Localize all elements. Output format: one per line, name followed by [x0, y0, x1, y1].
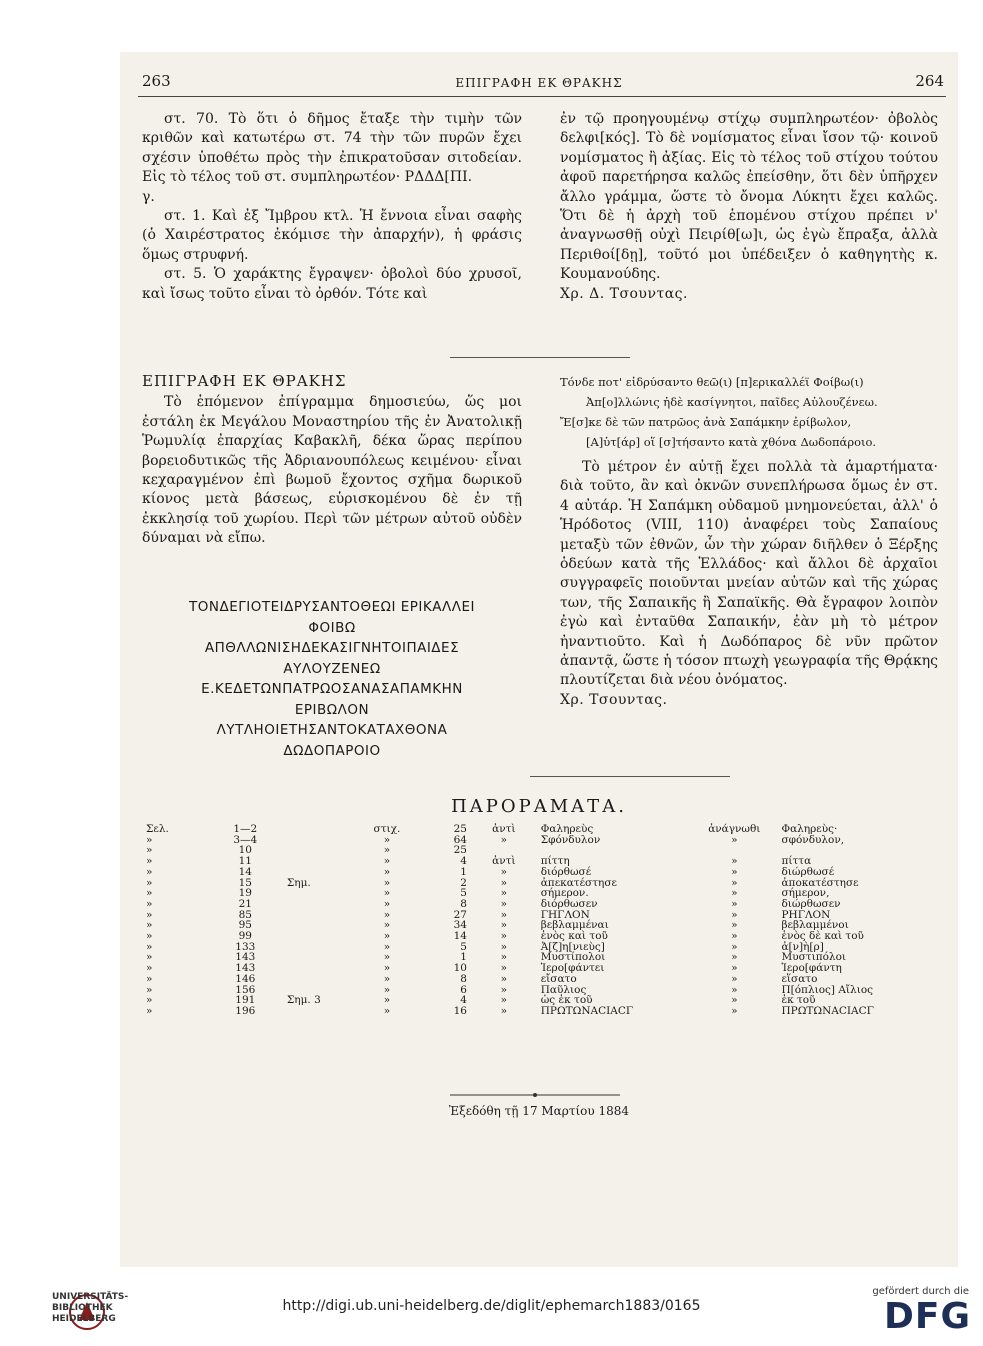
errata-cell: Μυστίπολοι — [540, 951, 606, 964]
errata-cell: » — [383, 876, 391, 889]
inscription-line: ΤΟΝΔΕΓΙΟΤΕΙΔΡΥΣΑΝΤΟΘΕΩΙ ΕΡΙΚΑΛΛΕΙ — [189, 599, 475, 615]
errata-cell: » — [383, 962, 391, 975]
errata-cell: » — [731, 833, 738, 846]
errata-title: ΠΑΡΟΡΑΜΑΤΑ. — [451, 796, 627, 817]
errata-cell: βεβλαμμέναι — [540, 919, 609, 932]
errata-cell: 16 — [453, 1004, 467, 1017]
errata-cell: » — [383, 833, 391, 846]
errata-cell: εἵσατο — [781, 972, 818, 985]
errata-cell: » — [731, 865, 738, 878]
dfg-caption: gefördert durch die — [872, 1286, 969, 1297]
errata-cell: ΓΗΓΛΟΝ — [540, 908, 590, 921]
book-page — [120, 52, 958, 1267]
errata-row — [142, 845, 932, 856]
errata-cell: 34 — [453, 919, 467, 932]
errata-cell: » — [146, 833, 153, 846]
errata-cell: ἀπεκατέστησε — [540, 876, 617, 889]
uni-line-2: BIBLIOTHEK — [52, 1303, 113, 1313]
errata-cell: 8 — [460, 972, 467, 985]
errata-cell: ἀντὶ — [492, 823, 516, 835]
transcription-line: Τόνδε ποτ' εἰδρύσαντο θεῶ(ι) [π]ερικαλλέϊ Φοίβω(ι) — [560, 375, 864, 389]
errata-cell: σφόνδυλον, — [781, 833, 845, 846]
inscription-line: ΕΡΙΒΩΛΟΝ — [294, 701, 370, 718]
errata-cell: » — [383, 940, 391, 953]
errata-cell: Μυστιπόλοι — [781, 951, 847, 964]
errata-cell: 15 — [238, 876, 252, 889]
errata-cell — [283, 835, 349, 846]
errata-cell: 27 — [453, 908, 467, 921]
errata-cell: 25 — [453, 844, 467, 857]
errata-cell: 14 — [238, 865, 252, 878]
errata-cell: 95 — [238, 919, 252, 932]
errata-cell — [283, 931, 349, 942]
errata-cell: » — [500, 865, 508, 878]
errata-cell: » — [731, 962, 738, 975]
errata-row — [142, 1006, 932, 1017]
errata-cell: εἴσατο — [540, 972, 577, 985]
errata-cell: Ἀ[ζ]η[νιεὺς] — [540, 940, 605, 953]
ornament-rule — [450, 1092, 620, 1098]
errata-cell: 191 — [235, 994, 256, 1007]
errata-cell: Σημ. — [286, 876, 311, 889]
errata-cell: » — [383, 855, 391, 868]
errata-cell: ἐκ τοῦ — [781, 994, 816, 1007]
header-rule — [138, 96, 946, 97]
inscription-line: ΑΠΘΛΛΩΝΙΣΗΔΕΚΑΣΙΓΝΗΤΟΙΠΑΙΔΕΣ — [204, 640, 460, 656]
errata-cell: » — [500, 951, 508, 964]
errata-cell: » — [500, 994, 508, 1007]
errata-cell: » — [731, 897, 738, 910]
errata-cell: » — [383, 897, 391, 910]
errata-cell: » — [500, 919, 508, 932]
section-divider — [450, 357, 630, 358]
errata-cell: 196 — [235, 1004, 256, 1017]
errata-cell: 85 — [238, 908, 252, 921]
errata-cell: 8 — [460, 897, 467, 910]
inscription-line: ΔΩΔΟΠΑΡΟΙΟ — [283, 742, 381, 759]
section-gamma: γ. — [142, 188, 155, 205]
errata-cell: διόρθωσεν — [540, 897, 598, 910]
errata-cell — [283, 952, 349, 963]
paragraph-metre: Τὸ μέτρον ἐν αὐτῇ ἔχει πολλὰ τὰ ἁμαρτήματα· διὰ τοῦτο, ἂν καὶ ὀκνῶν συνεπλήρωσα ὅμως ἐν στ. 4 αὐτάρ. Ἡ Σαπάμκη οὐδαμοῦ μνημονεύεται, ἀλλ' ὁ Ἡρόδοτος (VIII, 110) ἀναφέρει τοὺς Σαπαίους μεταξὺ τῶν ἐθνῶν, ὧν τὴν χώραν διῆλθεν ὁ Ξέρξης ὁδεύων κατὰ τῆς Ἑλλάδος· καὶ ἄλλοι δὲ ἀρχαῖοι συγγραφεῖς ποιοῦνται μνείαν αὐτῶν καὶ τῆς χώρας των, τῆς Σαπαικῆς ἢ Σαπαϊκῆς. Θὰ ἔγραφον λοιπὸν ἐγὼ καὶ ἐνταῦθα Σαπαικήν, ἐὰν μὴ τὸ μέτρον ἠναντιοῦτο. Καὶ ἡ Δωδόπαρος δὲ νῦν πρῶτον ἀπαντᾷ, ὥστε ἡ τόσον πτωχὴ γεωγραφία τῆς Θρᾴκης πλουτίζεται διὰ νέου ὀνόματος. — [560, 459, 938, 689]
errata-cell: » — [500, 908, 508, 921]
paragraph-continuation: ἐν τῷ προηγουμένῳ στίχῳ συμπληρωτέον· ὀβολὸς δελφι[κός]. Τὸ δὲ νομίσματος εἶναι ἴσον τῷ· κοινοῦ νομίσματος ἢ ἀξίας. Εἰς τὸ τέλος τοῦ στίχου τούτου ἀφοῦ παρετήρησα καλῶς ἐπείσθην, ὅτι δὲν ὑπῆρχεν ἄλλο γράμμα, ὥστε τὸ ὄνομα Λύκητι ἔχει καλῶς. Ὅτι δὲ ἡ ἀρχὴ τοῦ ἑπομένου στίχου πρέπει ν' ἀναγνωσθῇ οὐχὶ Πειρίθ[ω]ι, ὡς ἐγὼ ἔπραξα, ἀλλὰ Περιθοί[δῃ], τοῦτό μοι ὑπέδειξεν ὁ καθηγητὴς κ. Κουμανούδης. — [560, 111, 938, 283]
paragraph-line-1: στ. 1. Καὶ ἐξ Ἴμβρου κτλ. Ἡ ἔννοια εἶναι σαφὴς (ὁ Χαιρέστρατος ἐκόμισε τὴν ἀπαρχήν), ἡ φράσις ὅμως στρυφνή. — [142, 208, 522, 263]
errata-cell: 6 — [460, 983, 467, 996]
errata-cell: » — [731, 972, 738, 985]
errata-cell: » — [731, 908, 738, 921]
signature-tsountas-1: Χρ. Δ. Τσουντας. — [560, 285, 688, 302]
right-column-top — [560, 110, 938, 304]
errata-cell: » — [383, 908, 391, 921]
errata-cell: » — [146, 887, 153, 900]
errata-cell: 1 — [460, 951, 467, 964]
errata-cell: 21 — [238, 897, 252, 910]
errata-cell: » — [146, 940, 153, 953]
errata-cell: » — [500, 897, 508, 910]
errata-cell: » — [146, 994, 153, 1007]
dfg-logo: DFG — [883, 1296, 971, 1337]
errata-cell: » — [383, 951, 391, 964]
errata-cell: » — [500, 972, 508, 985]
transcription-line: Ἀπ[ο]λλώνις ἠδὲ κασίγνητοι, παῖδες Αὐλουζένεω. — [586, 395, 878, 409]
errata-cell: 64 — [453, 833, 467, 846]
errata-cell: » — [146, 855, 153, 868]
errata-cell: Σελ. — [146, 823, 169, 835]
errata-cell: » — [383, 919, 391, 932]
errata-cell: » — [731, 887, 738, 900]
page-number-left: 263 — [142, 72, 171, 90]
errata-cell: Π[όπλιος] Αἴλιος — [781, 983, 874, 996]
errata-cell: ΠΡΩΤΩΝΑCIACΓ — [540, 1004, 634, 1017]
errata-cell: ΠΡΩΤΩΝΑCIACΓ — [781, 1004, 874, 1017]
errata-cell: » — [731, 1004, 738, 1017]
errata-cell: » — [731, 876, 738, 889]
publication-date: Ἐξεδόθη τῇ 17 Μαρτίου 1884 — [448, 1104, 630, 1118]
left-column-top — [142, 110, 522, 304]
errata-cell: 156 — [235, 983, 256, 996]
errata-cell — [283, 1006, 349, 1017]
errata-cell: 10 — [453, 962, 467, 975]
errata-cell: ΡΗΓΛΟΝ — [781, 908, 831, 921]
errata-cell: » — [146, 865, 153, 878]
errata-cell: » — [731, 983, 738, 996]
errata-cell: σήμερον, — [781, 887, 830, 900]
errata-cell — [283, 856, 349, 867]
errata-cell: » — [500, 833, 508, 846]
errata-cell: » — [146, 876, 153, 889]
errata-cell: Φαληρεὺς — [540, 823, 594, 835]
errata-cell: » — [731, 951, 738, 964]
errata-cell — [283, 920, 349, 931]
errata-cell: » — [383, 930, 391, 943]
errata-cell: 4 — [460, 994, 467, 1007]
errata-cell: » — [146, 844, 153, 857]
errata-cell: 133 — [235, 940, 256, 953]
errata-cell: » — [500, 940, 508, 953]
errata-cell: » — [731, 855, 738, 868]
errata-cell: » — [500, 962, 508, 975]
errata-cell: σήμερον. — [540, 887, 589, 900]
errata-cell: » — [146, 972, 153, 985]
errata-cell: 146 — [235, 972, 256, 985]
section-title: ΕΠΙΓΡΑΦΗ ΕΚ ΘΡΑΚΗΣ — [142, 372, 347, 390]
errata-cell: ὡς ἐκ τοῦ — [540, 994, 593, 1007]
errata-cell: » — [146, 919, 153, 932]
right-column-middle — [560, 372, 938, 710]
errata-cell: Σφόνδυλον — [540, 833, 601, 846]
errata-cell: » — [146, 930, 153, 943]
errata-cell: 5 — [460, 940, 467, 953]
errata-cell: ἑνὸς καὶ τοῦ — [540, 930, 608, 943]
errata-cell — [283, 867, 349, 878]
page-number-right: 264 — [915, 72, 944, 90]
errata-cell: πίττη — [540, 855, 570, 868]
errata-cell: » — [383, 972, 391, 985]
errata-cell: » — [500, 1004, 508, 1017]
signature-tsountas-2: Χρ. Τσουντας. — [560, 691, 668, 708]
errata-cell: 3—4 — [233, 833, 258, 846]
inscription-line: ΦΟΙΒΩ — [308, 619, 356, 636]
inscription-line: ΛΥΤΛΗΟΙΕΤΗΣΑΝΤΟΚΑΤΑΧΘΟΝΑ — [216, 722, 448, 738]
errata-cell: Ἱερο[φάντει — [540, 962, 605, 975]
errata-cell — [283, 824, 349, 835]
errata-cell: 25 — [453, 823, 467, 835]
errata-cell: βεβλαμμένοι — [781, 919, 849, 932]
errata-cell: διόρθωσέ — [540, 865, 592, 878]
errata-cell: » — [383, 1004, 391, 1017]
errata-cell: ἑνὸς δὲ καὶ τοῦ — [781, 930, 864, 943]
errata-cell: ἀνάγνωθι — [708, 823, 761, 835]
errata-table — [142, 824, 932, 1017]
errata-cell — [283, 888, 349, 899]
errata-cell: 14 — [453, 930, 467, 943]
paragraph-line-70: στ. 70. Τὸ ὅτι ὁ δῆμος ἔταξε τὴν τιμὴν τῶν κριθῶν καὶ κατωτέρω στ. 74 τὴν τῶν πυρῶν ἔχει σχέσιν ὑποθέτω πρὸς τὴν ἐπικρατοῦσαν σιτοδείαν. Εἰς τὸ τέλος τοῦ στ. συμπληρωτέον· ΡΔΔΔ[ΠΙ. — [142, 111, 522, 186]
errata-cell: » — [146, 951, 153, 964]
inscription-line: ΑΥΛΟΥΖΕΝΕΩ — [283, 660, 381, 677]
errata-cell — [283, 899, 349, 910]
errata-cell: διώρθωσεν — [781, 897, 841, 910]
inscription-block — [142, 597, 522, 761]
errata-cell: » — [146, 962, 153, 975]
errata-cell: 11 — [238, 855, 252, 868]
errata-cell — [283, 963, 349, 974]
left-column-middle — [142, 372, 522, 549]
transcription-line: Ἔ[σ]κε δὲ τῶν πατρῶος ἀνὰ Σαπάμκην ἐρίβωλον, — [560, 415, 852, 429]
source-url-link[interactable]: http://digi.ub.uni-heidelberg.de/diglit/ephemarch1883/0165 — [282, 1298, 701, 1314]
errata-cell: 4 — [460, 855, 467, 868]
errata-cell — [283, 942, 349, 953]
errata-cell: » — [383, 994, 391, 1007]
errata-cell: ἀντὶ — [492, 855, 516, 868]
errata-row — [142, 835, 932, 846]
errata-cell: 2 — [460, 876, 467, 889]
errata-cell: 1—2 — [233, 823, 258, 835]
errata-cell: Φαληρεὺς· — [781, 823, 838, 835]
transcription-line: [Α]ὐτ[άρ] οἵ [σ]τήσαντο κατὰ χθόνα Δωδοπάροιο. — [586, 435, 877, 449]
errata-cell: » — [146, 908, 153, 921]
errata-cell: » — [146, 1004, 153, 1017]
running-title: ΕΠΙΓΡΑΦΗ ΕΚ ΘΡΑΚΗΣ — [455, 76, 623, 90]
errata-cell: ἀποκατέστησε — [781, 876, 859, 889]
errata-row — [142, 867, 932, 878]
uni-line-3: HEIDELBERG — [52, 1314, 116, 1324]
paragraph-line-5: στ. 5. Ὁ χαράκτης ἔγραψεν· ὀβολοὶ δύο χρυσοῖ, καὶ ἴσως τοῦτο εἶναι τὸ ὀρθόν. Τότε καὶ — [142, 266, 522, 302]
errata-cell: 143 — [235, 951, 256, 964]
transcription-block — [560, 372, 938, 452]
errata-cell: Ἱερο[φάντη — [781, 962, 842, 975]
errata-cell: » — [383, 865, 391, 878]
errata-cell: ἀ[ν]ὴ[ρ] — [781, 940, 824, 953]
errata-cell: πίττα — [781, 855, 812, 868]
errata-cell: » — [500, 930, 508, 943]
errata-cell: » — [146, 897, 153, 910]
errata-cell: » — [731, 919, 738, 932]
inscription-line: Ε.ΚΕΔΕΤΩΝΠΑΤΡΩΟΣΑΝΑΣΑΠΑΜΚΗΝ — [201, 681, 463, 697]
errata-cell: 5 — [460, 887, 467, 900]
errata-cell: Παῦλιος — [540, 983, 587, 996]
errata-cell: » — [500, 887, 508, 900]
errata-cell: » — [146, 983, 153, 996]
errata-cell: » — [731, 940, 738, 953]
errata-cell — [283, 845, 349, 856]
errata-cell: 19 — [238, 887, 252, 900]
paragraph-intro: Τὸ ἑπόμενον ἐπίγραμμα δημοσιεύω, ὥς μοι ἐστάλη ἐκ Μεγάλου Μοναστηρίου τῆς ἐν Ἀνατολικῇ Ῥωμυλίᾳ ἐπαρχίας Καβακλῆ, δέκα ὥρας περίπου βορειοδυτικῶς τῆς Ἀδριανουπόλεως κειμένου· εἶναι κεχαραγμένον ἐπὶ βωμοῦ ἔχοντος σχῆμα δωρικοῦ κίονος μετὰ βάσεως, εὑρισκομένου δὲ ἐν τῇ ἐκκλησίᾳ τοῦ χωρίου. Περὶ τῶν μέτρων αὐτοῦ οὐδὲν δύναμαι νὰ εἴπω. — [142, 394, 522, 547]
errata-cell — [283, 910, 349, 921]
errata-cell: » — [500, 876, 508, 889]
errata-cell: » — [500, 983, 508, 996]
errata-cell: Σημ. 3 — [286, 994, 321, 1007]
errata-divider — [530, 776, 730, 777]
uni-line-1: UNIVERSITÄTS- — [52, 1292, 129, 1302]
errata-cell: » — [383, 887, 391, 900]
errata-cell: διώρθωσέ — [781, 865, 835, 878]
errata-cell: 1 — [460, 865, 467, 878]
errata-cell: » — [731, 994, 738, 1007]
errata-cell: στιχ. — [373, 823, 401, 835]
errata-cell: 10 — [238, 844, 252, 857]
errata-cell: » — [731, 930, 738, 943]
errata-row — [142, 974, 932, 985]
errata-cell: 99 — [238, 930, 252, 943]
errata-cell — [283, 974, 349, 985]
errata-cell: » — [383, 844, 391, 857]
errata-cell: » — [383, 983, 391, 996]
errata-cell: 143 — [235, 962, 256, 975]
